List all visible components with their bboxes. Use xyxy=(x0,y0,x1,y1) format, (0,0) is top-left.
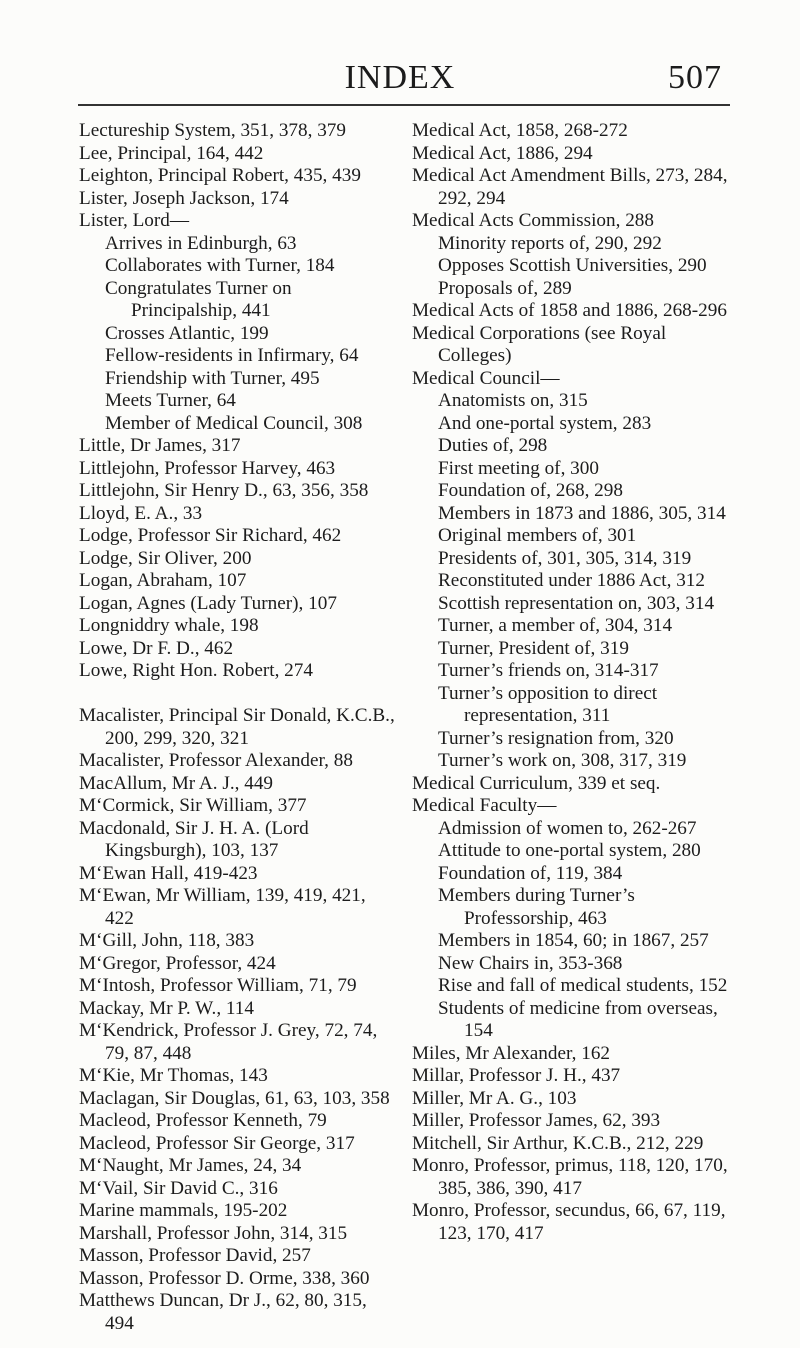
page-title: INDEX xyxy=(344,59,456,96)
index-subentry: First meeting of, 300 xyxy=(438,457,599,479)
index-entry: Medical Curriculum, 339 et seq. xyxy=(412,772,661,794)
index-subentry: Members in 1873 and 1886, 305, 314 xyxy=(438,502,726,524)
index-entry: Logan, Agnes (Lady Turner), 107 xyxy=(79,592,337,614)
index-entry: Lister, Joseph Jackson, 174 xyxy=(79,187,289,209)
index-entry: Macdonald, Sir J. H. A. (Lord Kingsburgh), 103, 137 xyxy=(79,817,309,861)
index-entry: Miller, Professor James, 62, 393 xyxy=(412,1110,661,1131)
index-subentry: Meets Turner, 64 xyxy=(105,390,236,411)
index-entry: Little, Dr James, 317 xyxy=(79,435,241,456)
index-subentry: Anatomists on, 315 xyxy=(438,390,588,411)
index-subentry: Turner’s work on, 308, 317, 319 xyxy=(438,750,687,771)
index-subentry: Fellow-residents in Infirmary, 64 xyxy=(105,345,359,366)
index-entry: Macleod, Professor Sir George, 317 xyxy=(79,1132,355,1154)
index-entry: Lister, Lord— xyxy=(79,210,190,231)
index-entry: M‘Naught, Mr James, 24, 34 xyxy=(79,1155,302,1176)
index-entry: Medical Corporations (see Royal Colleges) xyxy=(412,322,667,366)
index-subentry: Members in 1854, 60; in 1867, 257 xyxy=(438,930,709,951)
index-entry: M‘Ewan Hall, 419-423 xyxy=(79,862,258,884)
index-entry: Lee, Principal, 164, 442 xyxy=(79,142,264,164)
index-subentry: Foundation of, 119, 384 xyxy=(438,862,623,884)
index-subentry: Foundation of, 268, 298 xyxy=(438,480,623,501)
page-number: 507 xyxy=(668,59,722,96)
index-entry: Mitchell, Sir Arthur, K.C.B., 212, 229 xyxy=(412,1132,704,1154)
index-subentry: Crosses Atlantic, 199 xyxy=(105,322,269,344)
index-entry: Medical Act, 1858, 268-272 xyxy=(412,120,628,141)
index-entry: Macalister, Principal Sir Donald, K.C.B., 200, 299, 320, 321 xyxy=(79,705,395,749)
index-entry: Miles, Mr Alexander, 162 xyxy=(412,1042,611,1064)
index-subentry: Turner, a member of, 304, 314 xyxy=(438,615,673,636)
index-subentry: Friendship with Turner, 495 xyxy=(105,367,320,389)
index-entry: Miller, Mr A. G., 103 xyxy=(412,1087,577,1109)
index-subentry: Member of Medical Council, 308 xyxy=(105,412,363,434)
index-entry: M‘Vail, Sir David C., 316 xyxy=(79,1177,278,1199)
index-subentry: Rise and fall of medical students, 152 xyxy=(438,975,728,996)
index-subentry: Members during Turner’s Professorship, 463 xyxy=(438,885,635,929)
index-subentry: Admission of women to, 262-267 xyxy=(438,817,697,839)
index-entry: Leighton, Principal Robert, 435, 439 xyxy=(79,165,361,186)
index-entry: Lloyd, E. A., 33 xyxy=(79,502,203,524)
index-entry: Marshall, Professor John, 314, 315 xyxy=(79,1222,348,1244)
index-entry: Marine mammals, 195-202 xyxy=(79,1200,288,1221)
index-entry: Medical Act, 1886, 294 xyxy=(412,142,593,164)
index-subentry: Turner’s resignation from, 320 xyxy=(438,727,674,749)
index-entry: Lowe, Dr F. D., 462 xyxy=(79,637,234,659)
index-entry: Mackay, Mr P. W., 114 xyxy=(79,997,254,1019)
index-entry: Macalister, Professor Alexander, 88 xyxy=(79,750,353,771)
index-entry: Lodge, Professor Sir Richard, 462 xyxy=(79,525,342,546)
index-entry: M‘Intosh, Professor William, 71, 79 xyxy=(79,975,357,996)
index-subentry: Opposes Scottish Universities, 290 xyxy=(438,255,707,276)
index-subentry: Turner’s opposition to direct representation, 311 xyxy=(438,682,658,726)
index-subentry: Turner’s friends on, 314-317 xyxy=(438,660,659,681)
index-entry: M‘Ewan, Mr William, 139, 419, 421, 422 xyxy=(79,885,366,929)
index-entry: M‘Gregor, Professor, 424 xyxy=(79,952,276,974)
letter-gap xyxy=(79,683,395,706)
index-entry: Logan, Abraham, 107 xyxy=(79,570,247,591)
index-subentry: Students of medicine from overseas, 154 xyxy=(438,997,718,1041)
index-entry: Lectureship System, 351, 378, 379 xyxy=(79,120,346,141)
index-entry: Littlejohn, Professor Harvey, 463 xyxy=(79,457,336,479)
index-subentry: Original members of, 301 xyxy=(438,525,637,546)
index-entry: M‘Gill, John, 118, 383 xyxy=(79,930,255,951)
index-entry: Maclagan, Sir Douglas, 61, 63, 103, 358 xyxy=(79,1087,390,1109)
index-entry: Monro, Professor, primus, 118, 120, 170, 385, 386, 390, 417 xyxy=(412,1155,728,1199)
index-subentry: Attitude to one-portal system, 280 xyxy=(438,840,701,861)
index-entry: Masson, Professor D. Orme, 338, 360 xyxy=(79,1267,370,1289)
index-entry: Littlejohn, Sir Henry D., 63, 356, 358 xyxy=(79,480,369,501)
index-entry: Monro, Professor, secundus, 66, 67, 119, 123, 170, 417 xyxy=(412,1200,726,1244)
index-entry: M‘Cormick, Sir William, 377 xyxy=(79,795,307,816)
index-entry: Medical Acts Commission, 288 xyxy=(412,210,654,231)
index-subentry: Minority reports of, 290, 292 xyxy=(438,232,662,254)
index-subentry: New Chairs in, 353-368 xyxy=(438,952,623,974)
index-subentry: Turner, President of, 319 xyxy=(438,637,629,659)
index-column-right xyxy=(412,120,728,1245)
index-entry: M‘Kie, Mr Thomas, 143 xyxy=(79,1065,268,1086)
index-entry: Medical Act Amendment Bills, 273, 284, 292, 294 xyxy=(412,165,728,209)
index-subentry: Presidents of, 301, 305, 314, 319 xyxy=(438,547,692,569)
index-subentry: And one-portal system, 283 xyxy=(438,412,652,434)
index-subentry: Congratulates Turner on Principalship, 441 xyxy=(105,277,292,321)
index-entry: Matthews Duncan, Dr J., 62, 80, 315, 494 xyxy=(79,1290,367,1334)
index-column-left xyxy=(79,120,395,1335)
index-entry: Medical Council— xyxy=(412,367,560,389)
index-entry: M‘Kendrick, Professor J. Grey, 72, 74, 79, 87, 448 xyxy=(79,1020,378,1064)
index-entry: Medical Acts of 1858 and 1886, 268-296 xyxy=(412,300,727,321)
index-subentry: Collaborates with Turner, 184 xyxy=(105,255,335,276)
index-entry: Medical Faculty— xyxy=(412,795,557,816)
index-entry: Masson, Professor David, 257 xyxy=(79,1245,311,1266)
index-entry: Lodge, Sir Oliver, 200 xyxy=(79,547,252,569)
index-subentry: Arrives in Edinburgh, 63 xyxy=(105,232,297,254)
header-rule xyxy=(78,104,730,106)
index-subentry: Duties of, 298 xyxy=(438,435,548,456)
index-subentry: Reconstituted under 1886 Act, 312 xyxy=(438,570,705,591)
index-entry: MacAllum, Mr A. J., 449 xyxy=(79,772,274,794)
index-entry: Lowe, Right Hon. Robert, 274 xyxy=(79,660,313,681)
index-entry: Longniddry whale, 198 xyxy=(79,615,259,636)
index-subentry: Proposals of, 289 xyxy=(438,277,572,299)
index-entry: Macleod, Professor Kenneth, 79 xyxy=(79,1110,327,1131)
index-subentry: Scottish representation on, 303, 314 xyxy=(438,592,715,614)
index-entry: Millar, Professor J. H., 437 xyxy=(412,1065,621,1086)
